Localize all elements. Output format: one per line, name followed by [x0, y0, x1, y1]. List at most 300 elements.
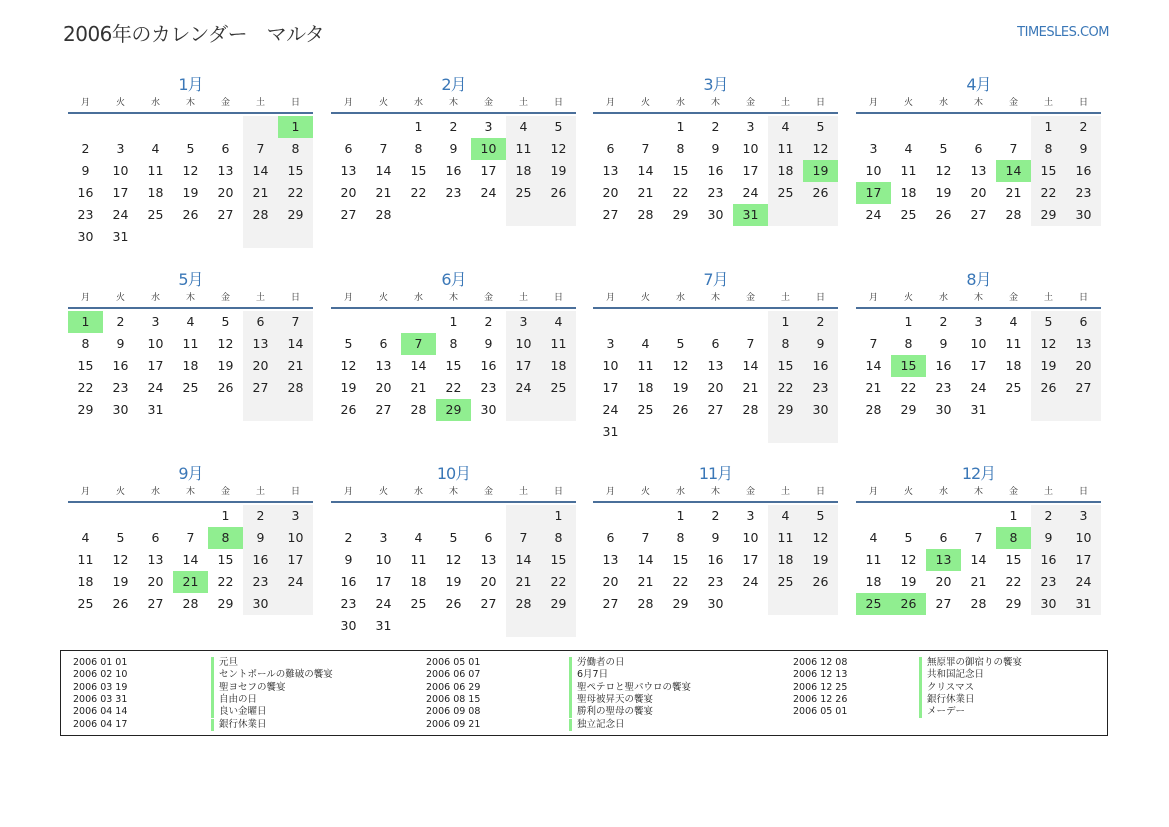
holiday-date: 2006 12 26 — [793, 693, 848, 705]
day-cell: 12 — [112, 552, 129, 567]
weekday-header — [68, 485, 313, 503]
day-cell: 4 — [869, 530, 878, 545]
weekday-label: 土 — [518, 487, 528, 497]
day-cell: 21 — [637, 185, 654, 200]
day-cell: 1 — [676, 119, 685, 134]
empty-cell — [663, 311, 698, 333]
day-cell: 23 — [803, 377, 838, 399]
day-cell: 10 — [742, 141, 759, 156]
day-cell: 14 — [865, 358, 882, 373]
day-cell: 21 — [243, 182, 278, 204]
day-cell: 15 — [445, 358, 462, 373]
weekday-label: 金 — [1008, 487, 1018, 497]
day-cell: 11 — [865, 552, 882, 567]
weekday-label: 水 — [675, 98, 685, 108]
day-cell: 9 — [81, 163, 90, 178]
day-cell: 4 — [1009, 314, 1018, 329]
day-cell: 30 — [1031, 593, 1066, 615]
day-cell: 6 — [606, 530, 615, 545]
weekday-label: 日 — [290, 293, 300, 303]
day-cell: 16 — [1031, 549, 1066, 571]
day-cell: 14 — [410, 358, 427, 373]
empty-cell — [331, 116, 366, 138]
weekday-label: 水 — [413, 98, 423, 108]
day-cell: 4 — [768, 505, 803, 527]
day-cell: 3 — [606, 336, 615, 351]
day-cell: 17 — [278, 549, 313, 571]
day-cell: 20 — [602, 574, 619, 589]
day-cell: 11 — [768, 138, 803, 160]
empty-cell — [278, 593, 313, 615]
day-cell: 23 — [112, 380, 129, 395]
day-cell: 11 — [541, 333, 576, 355]
day-cell: 20 — [480, 574, 497, 589]
month-name: 3月 — [703, 75, 728, 94]
day-cell: 3 — [506, 311, 541, 333]
day-grid — [68, 505, 313, 615]
day-cell: 10 — [602, 358, 619, 373]
weekday-label: 日 — [815, 487, 825, 497]
empty-cell — [856, 116, 891, 138]
holiday-name: クリスマス — [919, 682, 974, 694]
weekday-label: 火 — [640, 98, 650, 108]
weekday-label: 木 — [448, 487, 458, 497]
month-calendar — [331, 269, 576, 421]
day-cell: 8 — [996, 527, 1031, 549]
day-cell: 8 — [449, 336, 458, 351]
day-cell: 26 — [340, 402, 357, 417]
holiday-name: 6月7日 — [569, 669, 608, 681]
empty-cell — [628, 421, 663, 443]
day-cell: 31 — [147, 402, 164, 417]
day-cell: 25 — [147, 207, 164, 222]
weekday-label: 金 — [745, 487, 755, 497]
day-cell: 16 — [935, 358, 952, 373]
holiday-date: 2006 09 21 — [426, 718, 481, 730]
day-cell: 15 — [1005, 552, 1022, 567]
day-cell: 6 — [243, 311, 278, 333]
day-cell: 25 — [506, 182, 541, 204]
day-cell: 17 — [602, 380, 619, 395]
day-cell: 27 — [602, 207, 619, 222]
empty-cell — [138, 226, 173, 248]
day-cell: 25 — [768, 571, 803, 593]
empty-cell — [471, 204, 506, 226]
day-cell: 29 — [768, 399, 803, 421]
day-cell: 12 — [541, 138, 576, 160]
day-cell: 10 — [742, 530, 759, 545]
day-cell: 25 — [410, 596, 427, 611]
day-cell: 7 — [974, 530, 983, 545]
day-cell: 11 — [1005, 336, 1022, 351]
month-calendar — [856, 74, 1101, 226]
day-cell: 21 — [1005, 185, 1022, 200]
day-cell: 23 — [480, 380, 497, 395]
empty-cell — [733, 421, 768, 443]
empty-cell — [628, 311, 663, 333]
day-cell: 18 — [182, 358, 199, 373]
day-cell: 3 — [1066, 505, 1101, 527]
day-cell: 21 — [375, 185, 392, 200]
empty-cell — [471, 505, 506, 527]
day-cell: 24 — [112, 207, 129, 222]
weekday-label: 金 — [483, 98, 493, 108]
weekday-label: 金 — [220, 293, 230, 303]
weekday-label: 金 — [220, 98, 230, 108]
month-calendar — [68, 463, 313, 615]
weekday-label: 金 — [483, 293, 493, 303]
weekday-label: 日 — [553, 487, 563, 497]
day-cell: 19 — [803, 549, 838, 571]
day-cell: 1 — [1009, 508, 1018, 523]
day-cell: 5 — [541, 116, 576, 138]
day-cell: 25 — [541, 377, 576, 399]
day-grid — [68, 116, 313, 248]
weekday-label: 日 — [815, 98, 825, 108]
day-cell: 28 — [506, 593, 541, 615]
day-cell: 17 — [506, 355, 541, 377]
day-cell: 1 — [676, 508, 685, 523]
day-cell: 22 — [541, 571, 576, 593]
month-name: 9月 — [178, 464, 203, 483]
empty-cell — [68, 505, 103, 527]
day-cell: 8 — [414, 141, 423, 156]
day-cell: 6 — [344, 141, 353, 156]
day-cell: 13 — [970, 163, 987, 178]
empty-cell — [926, 505, 961, 527]
holiday-date: 2006 12 25 — [793, 681, 848, 693]
day-cell: 7 — [1009, 141, 1018, 156]
weekday-label: 火 — [903, 293, 913, 303]
day-cell: 13 — [217, 163, 234, 178]
empty-cell — [208, 116, 243, 138]
day-cell: 1 — [68, 311, 103, 333]
weekday-label: 月 — [80, 293, 90, 303]
weekday-label: 日 — [553, 293, 563, 303]
weekday-label: 月 — [343, 487, 353, 497]
day-cell: 17 — [147, 358, 164, 373]
empty-cell — [593, 505, 628, 527]
day-cell: 29 — [541, 593, 576, 615]
month-name: 12月 — [961, 464, 996, 483]
day-cell: 13 — [243, 333, 278, 355]
day-cell: 18 — [768, 549, 803, 571]
day-cell: 30 — [707, 207, 724, 222]
day-cell: 15 — [410, 163, 427, 178]
day-cell: 23 — [1066, 182, 1101, 204]
day-cell: 7 — [869, 336, 878, 351]
weekday-label: 火 — [903, 487, 913, 497]
day-cell: 15 — [77, 358, 94, 373]
day-cell: 27 — [147, 596, 164, 611]
day-cell: 19 — [1031, 355, 1066, 377]
day-cell: 16 — [340, 574, 357, 589]
weekday-label: 木 — [185, 98, 195, 108]
day-cell: 12 — [217, 336, 234, 351]
day-cell: 12 — [803, 138, 838, 160]
day-cell: 15 — [217, 552, 234, 567]
weekday-label: 火 — [115, 487, 125, 497]
day-cell: 7 — [278, 311, 313, 333]
day-cell: 10 — [112, 163, 129, 178]
day-cell: 9 — [344, 552, 353, 567]
weekday-label: 月 — [868, 293, 878, 303]
day-cell: 23 — [340, 596, 357, 611]
weekday-label: 金 — [220, 487, 230, 497]
empty-cell — [506, 204, 541, 226]
day-cell: 3 — [974, 314, 983, 329]
holiday-name: 銀行休業日 — [211, 719, 267, 731]
day-cell: 8 — [541, 527, 576, 549]
day-cell: 16 — [1066, 160, 1101, 182]
empty-cell — [891, 505, 926, 527]
day-cell: 26 — [672, 402, 689, 417]
holiday-date: 2006 06 07 — [426, 669, 481, 681]
weekday-label: 木 — [710, 293, 720, 303]
day-cell: 1 — [768, 311, 803, 333]
day-grid — [331, 311, 576, 421]
day-cell: 6 — [484, 530, 493, 545]
day-cell: 10 — [375, 552, 392, 567]
empty-cell — [628, 116, 663, 138]
day-cell: 22 — [77, 380, 94, 395]
day-cell: 12 — [672, 358, 689, 373]
day-cell: 8 — [1031, 138, 1066, 160]
day-cell: 13 — [602, 552, 619, 567]
day-cell: 24 — [480, 185, 497, 200]
weekday-header — [331, 485, 576, 503]
weekday-label: 土 — [518, 98, 528, 108]
holiday-date: 2006 04 17 — [73, 718, 128, 730]
day-cell: 27 — [602, 596, 619, 611]
day-cell: 19 — [900, 574, 917, 589]
day-cell: 17 — [480, 163, 497, 178]
day-cell: 11 — [147, 163, 164, 178]
day-cell: 30 — [340, 618, 357, 633]
holiday-name: セントポールの難破の饗宴 — [211, 669, 333, 681]
day-cell: 21 — [278, 355, 313, 377]
day-cell: 14 — [506, 549, 541, 571]
day-cell: 10 — [970, 336, 987, 351]
day-cell: 19 — [182, 185, 199, 200]
weekday-header — [856, 96, 1101, 114]
weekday-label: 木 — [185, 487, 195, 497]
day-cell: 24 — [742, 574, 759, 589]
day-cell: 15 — [768, 355, 803, 377]
day-cell: 13 — [1066, 333, 1101, 355]
weekday-header — [331, 291, 576, 309]
day-cell: 29 — [217, 596, 234, 611]
day-cell: 2 — [344, 530, 353, 545]
day-cell: 18 — [865, 574, 882, 589]
day-cell: 15 — [672, 163, 689, 178]
holiday-name: 元旦 — [211, 657, 238, 669]
day-cell: 28 — [637, 207, 654, 222]
day-cell: 17 — [742, 163, 759, 178]
day-cell: 8 — [278, 138, 313, 160]
day-cell: 17 — [1066, 549, 1101, 571]
day-cell: 8 — [768, 333, 803, 355]
day-cell: 2 — [803, 311, 838, 333]
day-cell: 26 — [803, 571, 838, 593]
day-cell: 27 — [243, 377, 278, 399]
day-cell: 9 — [484, 336, 493, 351]
empty-cell — [541, 615, 576, 637]
day-cell: 19 — [541, 160, 576, 182]
day-cell: 8 — [81, 336, 90, 351]
day-cell: 10 — [147, 336, 164, 351]
day-cell: 13 — [375, 358, 392, 373]
day-cell: 24 — [742, 185, 759, 200]
month-name: 4月 — [966, 75, 991, 94]
day-cell: 13 — [707, 358, 724, 373]
holiday-list — [60, 650, 1108, 736]
day-cell: 5 — [939, 141, 948, 156]
day-cell: 25 — [768, 182, 803, 204]
day-cell: 6 — [606, 141, 615, 156]
month-calendar — [68, 74, 313, 248]
day-cell: 20 — [602, 185, 619, 200]
empty-cell — [401, 505, 436, 527]
day-cell: 24 — [1066, 571, 1101, 593]
day-grid — [856, 116, 1101, 226]
empty-cell — [1066, 399, 1101, 421]
weekday-label: 月 — [868, 487, 878, 497]
day-cell: 12 — [1031, 333, 1066, 355]
weekday-header — [68, 291, 313, 309]
empty-cell — [996, 399, 1031, 421]
empty-cell — [243, 116, 278, 138]
day-cell: 29 — [900, 402, 917, 417]
day-cell: 11 — [768, 527, 803, 549]
day-cell: 5 — [221, 314, 230, 329]
empty-cell — [803, 204, 838, 226]
day-cell: 28 — [1005, 207, 1022, 222]
day-cell: 16 — [243, 549, 278, 571]
weekday-header — [856, 291, 1101, 309]
day-cell: 21 — [865, 380, 882, 395]
day-cell: 7 — [401, 333, 436, 355]
empty-cell — [243, 399, 278, 421]
empty-cell — [68, 116, 103, 138]
weekday-label: 月 — [80, 487, 90, 497]
weekday-header — [593, 485, 838, 503]
weekday-label: 木 — [448, 293, 458, 303]
day-cell: 19 — [803, 160, 838, 182]
month-name: 11月 — [698, 464, 733, 483]
day-grid — [331, 505, 576, 637]
empty-cell — [138, 116, 173, 138]
day-cell: 14 — [996, 160, 1031, 182]
day-cell: 14 — [637, 163, 654, 178]
day-cell: 28 — [637, 596, 654, 611]
day-cell: 6 — [221, 141, 230, 156]
day-cell: 6 — [151, 530, 160, 545]
day-cell: 28 — [243, 204, 278, 226]
day-cell: 11 — [410, 552, 427, 567]
day-cell: 5 — [186, 141, 195, 156]
day-cell: 24 — [970, 380, 987, 395]
day-cell: 20 — [217, 185, 234, 200]
weekday-label: 火 — [903, 98, 913, 108]
holiday-date: 2006 03 19 — [73, 681, 128, 693]
weekday-label: 火 — [115, 293, 125, 303]
day-cell: 7 — [186, 530, 195, 545]
day-cell: 13 — [926, 549, 961, 571]
day-cell: 15 — [891, 355, 926, 377]
day-cell: 27 — [1066, 377, 1101, 399]
day-cell: 15 — [672, 552, 689, 567]
month-calendar — [856, 463, 1101, 615]
empty-cell — [961, 116, 996, 138]
month-calendar — [331, 463, 576, 637]
day-cell: 6 — [711, 336, 720, 351]
day-cell: 4 — [81, 530, 90, 545]
holiday-name: 無原罪の御宿りの饗宴 — [919, 657, 1022, 669]
day-cell: 29 — [278, 204, 313, 226]
day-cell: 9 — [1031, 527, 1066, 549]
page-title: 2006年のカレンダー マルタ — [63, 22, 325, 46]
holiday-date: 2006 09 08 — [426, 706, 481, 718]
day-cell: 29 — [1031, 204, 1066, 226]
day-cell: 20 — [970, 185, 987, 200]
empty-cell — [173, 505, 208, 527]
empty-cell — [698, 311, 733, 333]
day-cell: 21 — [173, 571, 208, 593]
holiday-name: 良い金曜日 — [211, 706, 267, 718]
day-cell: 22 — [1005, 574, 1022, 589]
day-cell: 9 — [711, 141, 720, 156]
day-cell: 23 — [243, 571, 278, 593]
day-cell: 1 — [541, 505, 576, 527]
empty-cell — [173, 226, 208, 248]
day-cell: 12 — [935, 163, 952, 178]
empty-cell — [173, 116, 208, 138]
weekday-label: 月 — [605, 98, 615, 108]
empty-cell — [103, 116, 138, 138]
day-cell: 14 — [742, 358, 759, 373]
weekday-header — [68, 96, 313, 114]
empty-cell — [208, 399, 243, 421]
weekday-label: 水 — [675, 487, 685, 497]
day-cell: 8 — [676, 530, 685, 545]
empty-cell — [401, 311, 436, 333]
day-cell: 1 — [904, 314, 913, 329]
day-cell: 1 — [221, 508, 230, 523]
weekday-label: 火 — [378, 98, 388, 108]
day-cell: 18 — [768, 160, 803, 182]
day-cell: 24 — [375, 596, 392, 611]
day-cell: 11 — [77, 552, 94, 567]
empty-cell — [856, 311, 891, 333]
empty-cell — [331, 311, 366, 333]
empty-cell — [698, 421, 733, 443]
holiday-date: 2006 04 14 — [73, 706, 128, 718]
day-cell: 4 — [541, 311, 576, 333]
empty-cell — [768, 204, 803, 226]
day-cell: 4 — [151, 141, 160, 156]
day-cell: 5 — [344, 336, 353, 351]
empty-cell — [366, 116, 401, 138]
empty-cell — [173, 399, 208, 421]
day-cell: 20 — [935, 574, 952, 589]
weekday-label: 月 — [605, 293, 615, 303]
empty-cell — [208, 226, 243, 248]
weekday-label: 火 — [378, 487, 388, 497]
weekday-label: 水 — [675, 293, 685, 303]
weekday-label: 水 — [150, 293, 160, 303]
day-cell: 25 — [1005, 380, 1022, 395]
